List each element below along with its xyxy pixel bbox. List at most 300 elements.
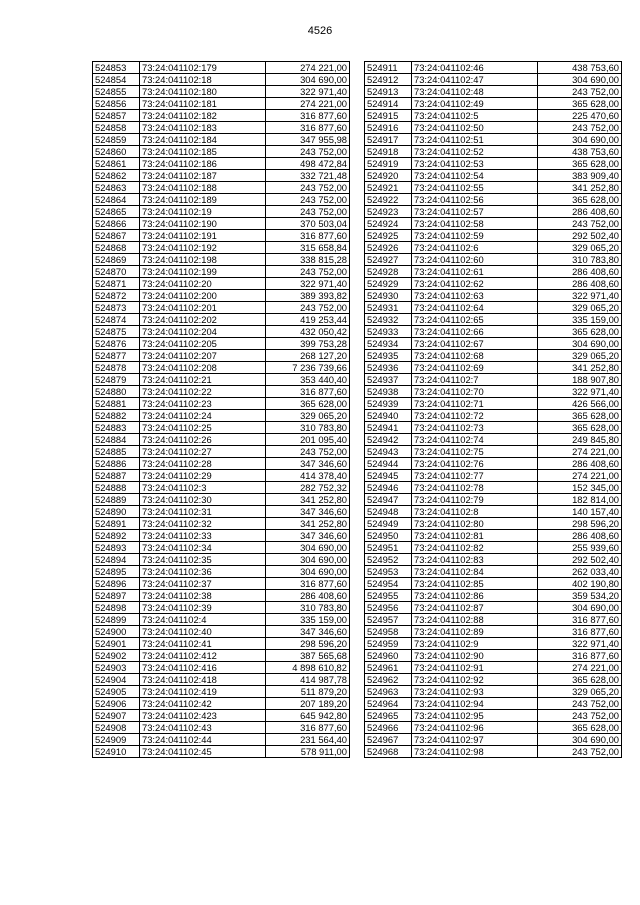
table-row xyxy=(365,290,622,302)
cadastral-number-cell: 73:24:041102:38 xyxy=(140,590,266,602)
cadastral-number-cell: 73:24:041102:27 xyxy=(140,446,266,458)
table-row xyxy=(365,314,622,326)
table-row xyxy=(93,662,350,674)
cadastral-number-cell: 73:24:041102:22 xyxy=(140,386,266,398)
cadastral-number-cell: 73:24:041102:207 xyxy=(140,350,266,362)
value-cell: 341 252,80 xyxy=(538,362,622,374)
value-cell: 243 752,00 xyxy=(266,194,350,206)
value-cell: 310 783,80 xyxy=(538,254,622,266)
cadastral-number-cell: 73:24:041102:185 xyxy=(140,146,266,158)
cadastral-number-cell: 73:24:041102:53 xyxy=(412,158,538,170)
row-number-cell: 524871 xyxy=(93,278,140,290)
value-cell: 286 408,60 xyxy=(538,530,622,542)
value-cell: 322 971,40 xyxy=(538,290,622,302)
row-number-cell: 524957 xyxy=(365,614,412,626)
value-cell: 304 690,00 xyxy=(538,602,622,614)
value-cell: 304 690,00 xyxy=(266,566,350,578)
row-number-cell: 524942 xyxy=(365,434,412,446)
table-row xyxy=(93,338,350,350)
row-number-cell: 524952 xyxy=(365,554,412,566)
table-row xyxy=(93,62,350,74)
right-table xyxy=(364,61,622,758)
table-row xyxy=(365,650,622,662)
value-cell: 438 753,60 xyxy=(538,146,622,158)
value-cell: 286 408,60 xyxy=(538,278,622,290)
cadastral-number-cell: 73:24:041102:64 xyxy=(412,302,538,314)
value-cell: 201 095,40 xyxy=(266,434,350,446)
cadastral-number-cell: 73:24:041102:54 xyxy=(412,170,538,182)
table-row xyxy=(365,698,622,710)
value-cell: 268 127,20 xyxy=(266,350,350,362)
cadastral-number-cell: 73:24:041102:62 xyxy=(412,278,538,290)
value-cell: 304 690,00 xyxy=(538,74,622,86)
table-row xyxy=(365,134,622,146)
row-number-cell: 524856 xyxy=(93,98,140,110)
value-cell: 262 033,40 xyxy=(538,566,622,578)
cadastral-number-cell: 73:24:041102:37 xyxy=(140,578,266,590)
row-number-cell: 524965 xyxy=(365,710,412,722)
value-cell: 341 252,80 xyxy=(266,494,350,506)
cadastral-number-cell: 73:24:041102:93 xyxy=(412,686,538,698)
value-cell: 347 346,60 xyxy=(266,506,350,518)
row-number-cell: 524876 xyxy=(93,338,140,350)
row-number-cell: 524860 xyxy=(93,146,140,158)
cadastral-number-cell: 73:24:041102:423 xyxy=(140,710,266,722)
value-cell: 282 752,32 xyxy=(266,482,350,494)
row-number-cell: 524902 xyxy=(93,650,140,662)
value-cell: 341 252,80 xyxy=(266,518,350,530)
value-cell: 152 345,00 xyxy=(538,482,622,494)
cadastral-number-cell: 73:24:041102:48 xyxy=(412,86,538,98)
row-number-cell: 524924 xyxy=(365,218,412,230)
table-row xyxy=(93,518,350,530)
value-cell: 243 752,00 xyxy=(538,86,622,98)
row-number-cell: 524913 xyxy=(365,86,412,98)
table-row xyxy=(365,206,622,218)
value-cell: 359 534,20 xyxy=(538,590,622,602)
table-row xyxy=(365,734,622,746)
table-row xyxy=(93,230,350,242)
row-number-cell: 524873 xyxy=(93,302,140,314)
cadastral-number-cell: 73:24:041102:51 xyxy=(412,134,538,146)
table-row xyxy=(93,542,350,554)
value-cell: 316 877,60 xyxy=(266,386,350,398)
row-number-cell: 524967 xyxy=(365,734,412,746)
value-cell: 243 752,00 xyxy=(266,182,350,194)
table-row xyxy=(93,206,350,218)
value-cell: 292 502,40 xyxy=(538,230,622,242)
cadastral-number-cell: 73:24:041102:3 xyxy=(140,482,266,494)
row-number-cell: 524963 xyxy=(365,686,412,698)
value-cell: 255 939,60 xyxy=(538,542,622,554)
row-number-cell: 524877 xyxy=(93,350,140,362)
value-cell: 7 236 739,66 xyxy=(266,362,350,374)
value-cell: 188 907,80 xyxy=(538,374,622,386)
row-number-cell: 524914 xyxy=(365,98,412,110)
value-cell: 347 346,60 xyxy=(266,626,350,638)
value-cell: 304 690,00 xyxy=(266,554,350,566)
cadastral-number-cell: 73:24:041102:184 xyxy=(140,134,266,146)
cadastral-number-cell: 73:24:041102:204 xyxy=(140,326,266,338)
table-row xyxy=(93,722,350,734)
cadastral-number-cell: 73:24:041102:180 xyxy=(140,86,266,98)
value-cell: 249 845,80 xyxy=(538,434,622,446)
cadastral-number-cell: 73:24:041102:70 xyxy=(412,386,538,398)
cadastral-number-cell: 73:24:041102:183 xyxy=(140,122,266,134)
row-number-cell: 524855 xyxy=(93,86,140,98)
row-number-cell: 524964 xyxy=(365,698,412,710)
row-number-cell: 524853 xyxy=(93,62,140,74)
cadastral-number-cell: 73:24:041102:59 xyxy=(412,230,538,242)
cadastral-number-cell: 73:24:041102:202 xyxy=(140,314,266,326)
value-cell: 347 346,60 xyxy=(266,458,350,470)
table-row xyxy=(365,122,622,134)
table-row xyxy=(93,422,350,434)
value-cell: 498 472,84 xyxy=(266,158,350,170)
value-cell: 310 783,80 xyxy=(266,422,350,434)
value-cell: 274 221,00 xyxy=(266,98,350,110)
value-cell: 414 987,78 xyxy=(266,674,350,686)
row-number-cell: 524883 xyxy=(93,422,140,434)
cadastral-number-cell: 73:24:041102:189 xyxy=(140,194,266,206)
table-row xyxy=(365,626,622,638)
row-number-cell: 524885 xyxy=(93,446,140,458)
table-row xyxy=(93,734,350,746)
row-number-cell: 524857 xyxy=(93,110,140,122)
row-number-cell: 524925 xyxy=(365,230,412,242)
row-number-cell: 524887 xyxy=(93,470,140,482)
row-number-cell: 524934 xyxy=(365,338,412,350)
cadastral-number-cell: 73:24:041102:84 xyxy=(412,566,538,578)
row-number-cell: 524906 xyxy=(93,698,140,710)
cadastral-number-cell: 73:24:041102:96 xyxy=(412,722,538,734)
cadastral-number-cell: 73:24:041102:47 xyxy=(412,74,538,86)
cadastral-number-cell: 73:24:041102:35 xyxy=(140,554,266,566)
row-number-cell: 524900 xyxy=(93,626,140,638)
value-cell: 298 596,20 xyxy=(266,638,350,650)
cadastral-number-cell: 73:24:041102:208 xyxy=(140,362,266,374)
table-row xyxy=(365,350,622,362)
row-number-cell: 524892 xyxy=(93,530,140,542)
value-cell: 316 877,60 xyxy=(266,122,350,134)
table-row xyxy=(365,182,622,194)
row-number-cell: 524930 xyxy=(365,290,412,302)
value-cell: 316 877,60 xyxy=(266,578,350,590)
cadastral-number-cell: 73:24:041102:201 xyxy=(140,302,266,314)
value-cell: 365 628,00 xyxy=(266,398,350,410)
table-row xyxy=(365,86,622,98)
row-number-cell: 524870 xyxy=(93,266,140,278)
cadastral-number-cell: 73:24:041102:82 xyxy=(412,542,538,554)
value-cell: 578 911,00 xyxy=(266,746,350,758)
cadastral-number-cell: 73:24:041102:79 xyxy=(412,494,538,506)
value-cell: 322 971,40 xyxy=(266,86,350,98)
value-cell: 399 753,28 xyxy=(266,338,350,350)
cadastral-number-cell: 73:24:041102:6 xyxy=(412,242,538,254)
cadastral-number-cell: 73:24:041102:83 xyxy=(412,554,538,566)
table-row xyxy=(93,686,350,698)
value-cell: 322 971,40 xyxy=(538,386,622,398)
cadastral-number-cell: 73:24:041102:50 xyxy=(412,122,538,134)
cadastral-number-cell: 73:24:041102:188 xyxy=(140,182,266,194)
value-cell: 298 596,20 xyxy=(538,518,622,530)
value-cell: 316 877,60 xyxy=(538,626,622,638)
page-number: 4526 xyxy=(307,25,333,37)
row-number-cell: 524916 xyxy=(365,122,412,134)
table-row xyxy=(365,338,622,350)
value-cell: 645 942,80 xyxy=(266,710,350,722)
value-cell: 322 971,40 xyxy=(266,278,350,290)
cadastral-number-cell: 73:24:041102:34 xyxy=(140,542,266,554)
table-row xyxy=(93,182,350,194)
table-row xyxy=(365,518,622,530)
table-row xyxy=(93,434,350,446)
table-row xyxy=(365,362,622,374)
row-number-cell: 524890 xyxy=(93,506,140,518)
value-cell: 310 783,80 xyxy=(266,602,350,614)
value-cell: 274 221,00 xyxy=(538,662,622,674)
table-row xyxy=(93,410,350,422)
cadastral-number-cell: 73:24:041102:7 xyxy=(412,374,538,386)
row-number-cell: 524909 xyxy=(93,734,140,746)
cadastral-number-cell: 73:24:041102:97 xyxy=(412,734,538,746)
cadastral-number-cell: 73:24:041102:33 xyxy=(140,530,266,542)
cadastral-number-cell: 73:24:041102:42 xyxy=(140,698,266,710)
value-cell: 140 157,40 xyxy=(538,506,622,518)
row-number-cell: 524961 xyxy=(365,662,412,674)
cadastral-number-cell: 73:24:041102:92 xyxy=(412,674,538,686)
table-row xyxy=(93,326,350,338)
value-cell: 383 909,40 xyxy=(538,170,622,182)
row-number-cell: 524868 xyxy=(93,242,140,254)
table-row xyxy=(93,134,350,146)
row-number-cell: 524917 xyxy=(365,134,412,146)
row-number-cell: 524915 xyxy=(365,110,412,122)
cadastral-number-cell: 73:24:041102:18 xyxy=(140,74,266,86)
table-row xyxy=(365,254,622,266)
row-number-cell: 524903 xyxy=(93,662,140,674)
value-cell: 370 503,04 xyxy=(266,218,350,230)
value-cell: 329 065,20 xyxy=(538,350,622,362)
value-cell: 243 752,00 xyxy=(538,698,622,710)
value-cell: 438 753,60 xyxy=(538,62,622,74)
table-row xyxy=(365,494,622,506)
cadastral-number-cell: 73:24:041102:91 xyxy=(412,662,538,674)
row-number-cell: 524932 xyxy=(365,314,412,326)
row-number-cell: 524922 xyxy=(365,194,412,206)
value-cell: 286 408,60 xyxy=(538,206,622,218)
row-number-cell: 524966 xyxy=(365,722,412,734)
value-cell: 402 190,80 xyxy=(538,578,622,590)
table-row xyxy=(93,122,350,134)
cadastral-number-cell: 73:24:041102:20 xyxy=(140,278,266,290)
row-number-cell: 524945 xyxy=(365,470,412,482)
row-number-cell: 524888 xyxy=(93,482,140,494)
cadastral-number-cell: 73:24:041102:25 xyxy=(140,422,266,434)
row-number-cell: 524958 xyxy=(365,626,412,638)
table-row xyxy=(93,254,350,266)
value-cell: 207 189,20 xyxy=(266,698,350,710)
row-number-cell: 524905 xyxy=(93,686,140,698)
value-cell: 316 877,60 xyxy=(266,110,350,122)
table-row xyxy=(365,578,622,590)
row-number-cell: 524898 xyxy=(93,602,140,614)
row-number-cell: 524921 xyxy=(365,182,412,194)
row-number-cell: 524954 xyxy=(365,578,412,590)
value-cell: 365 628,00 xyxy=(538,410,622,422)
row-number-cell: 524889 xyxy=(93,494,140,506)
row-number-cell: 524891 xyxy=(93,518,140,530)
value-cell: 316 877,60 xyxy=(266,722,350,734)
table-row xyxy=(365,638,622,650)
table-row xyxy=(93,614,350,626)
row-number-cell: 524911 xyxy=(365,62,412,74)
row-number-cell: 524872 xyxy=(93,290,140,302)
cadastral-number-cell: 73:24:041102:39 xyxy=(140,602,266,614)
table-row xyxy=(365,566,622,578)
cadastral-number-cell: 73:24:041102:46 xyxy=(412,62,538,74)
table-row xyxy=(365,230,622,242)
cadastral-number-cell: 73:24:041102:66 xyxy=(412,326,538,338)
value-cell: 243 752,00 xyxy=(538,710,622,722)
cadastral-number-cell: 73:24:041102:5 xyxy=(412,110,538,122)
cadastral-number-cell: 73:24:041102:45 xyxy=(140,746,266,758)
value-cell: 426 566,00 xyxy=(538,398,622,410)
table-row xyxy=(365,530,622,542)
table-row xyxy=(365,446,622,458)
row-number-cell: 524862 xyxy=(93,170,140,182)
row-number-cell: 524908 xyxy=(93,722,140,734)
table-row xyxy=(365,422,622,434)
value-cell: 432 050,42 xyxy=(266,326,350,338)
table-row xyxy=(93,578,350,590)
cadastral-number-cell: 73:24:041102:55 xyxy=(412,182,538,194)
table-row xyxy=(93,170,350,182)
row-number-cell: 524960 xyxy=(365,650,412,662)
row-number-cell: 524953 xyxy=(365,566,412,578)
cadastral-number-cell: 73:24:041102:85 xyxy=(412,578,538,590)
table-row xyxy=(93,194,350,206)
row-number-cell: 524927 xyxy=(365,254,412,266)
row-number-cell: 524895 xyxy=(93,566,140,578)
cadastral-number-cell: 73:24:041102:187 xyxy=(140,170,266,182)
cadastral-number-cell: 73:24:041102:74 xyxy=(412,434,538,446)
cadastral-number-cell: 73:24:041102:190 xyxy=(140,218,266,230)
table-row xyxy=(93,458,350,470)
table-row xyxy=(93,266,350,278)
table-row xyxy=(365,110,622,122)
table-row xyxy=(365,386,622,398)
row-number-cell: 524897 xyxy=(93,590,140,602)
row-number-cell: 524939 xyxy=(365,398,412,410)
cadastral-number-cell: 73:24:041102:26 xyxy=(140,434,266,446)
cadastral-number-cell: 73:24:041102:198 xyxy=(140,254,266,266)
table-row xyxy=(93,626,350,638)
row-number-cell: 524863 xyxy=(93,182,140,194)
row-number-cell: 524941 xyxy=(365,422,412,434)
table-row xyxy=(365,434,622,446)
cadastral-number-cell: 73:24:041102:95 xyxy=(412,710,538,722)
cadastral-number-cell: 73:24:041102:76 xyxy=(412,458,538,470)
table-row xyxy=(365,614,622,626)
cadastral-number-cell: 73:24:041102:412 xyxy=(140,650,266,662)
row-number-cell: 524956 xyxy=(365,602,412,614)
table-row xyxy=(93,494,350,506)
row-number-cell: 524894 xyxy=(93,554,140,566)
value-cell: 243 752,00 xyxy=(538,122,622,134)
cadastral-number-cell: 73:24:041102:418 xyxy=(140,674,266,686)
cadastral-number-cell: 73:24:041102:98 xyxy=(412,746,538,758)
table-row xyxy=(365,746,622,758)
table-row xyxy=(365,590,622,602)
row-number-cell: 524881 xyxy=(93,398,140,410)
value-cell: 389 393,82 xyxy=(266,290,350,302)
value-cell: 4 898 610,82 xyxy=(266,662,350,674)
table-row xyxy=(365,302,622,314)
row-number-cell: 524949 xyxy=(365,518,412,530)
table-row xyxy=(93,470,350,482)
cadastral-number-cell: 73:24:041102:43 xyxy=(140,722,266,734)
table-row xyxy=(93,350,350,362)
row-number-cell: 524910 xyxy=(93,746,140,758)
value-cell: 387 565,68 xyxy=(266,650,350,662)
row-number-cell: 524854 xyxy=(93,74,140,86)
value-cell: 274 221,00 xyxy=(266,62,350,74)
value-cell: 286 408,60 xyxy=(538,458,622,470)
cadastral-number-cell: 73:24:041102:89 xyxy=(412,626,538,638)
row-number-cell: 524950 xyxy=(365,530,412,542)
value-cell: 335 159,00 xyxy=(538,314,622,326)
cadastral-number-cell: 73:24:041102:181 xyxy=(140,98,266,110)
table-row xyxy=(93,242,350,254)
value-cell: 304 690,00 xyxy=(538,134,622,146)
table-row xyxy=(365,62,622,74)
table-row xyxy=(365,542,622,554)
cadastral-number-cell: 73:24:041102:23 xyxy=(140,398,266,410)
value-cell: 304 690,00 xyxy=(538,734,622,746)
value-cell: 316 877,60 xyxy=(266,230,350,242)
cadastral-number-cell: 73:24:041102:57 xyxy=(412,206,538,218)
value-cell: 365 628,00 xyxy=(538,98,622,110)
value-cell: 414 378,40 xyxy=(266,470,350,482)
value-cell: 332 721,48 xyxy=(266,170,350,182)
table-row xyxy=(93,110,350,122)
table-row xyxy=(93,482,350,494)
cadastral-number-cell: 73:24:041102:77 xyxy=(412,470,538,482)
row-number-cell: 524944 xyxy=(365,458,412,470)
cadastral-number-cell: 73:24:041102:179 xyxy=(140,62,266,74)
cadastral-number-cell: 73:24:041102:200 xyxy=(140,290,266,302)
cadastral-number-cell: 73:24:041102:78 xyxy=(412,482,538,494)
table-row xyxy=(365,374,622,386)
table-row xyxy=(93,314,350,326)
row-number-cell: 524899 xyxy=(93,614,140,626)
row-number-cell: 524866 xyxy=(93,218,140,230)
value-cell: 365 628,00 xyxy=(538,722,622,734)
cadastral-number-cell: 73:24:041102:36 xyxy=(140,566,266,578)
table-row xyxy=(365,218,622,230)
cadastral-number-cell: 73:24:041102:9 xyxy=(412,638,538,650)
table-row xyxy=(93,590,350,602)
row-number-cell: 524919 xyxy=(365,158,412,170)
row-number-cell: 524859 xyxy=(93,134,140,146)
row-number-cell: 524948 xyxy=(365,506,412,518)
cadastral-number-cell: 73:24:041102:28 xyxy=(140,458,266,470)
cadastral-number-cell: 73:24:041102:8 xyxy=(412,506,538,518)
value-cell: 341 252,80 xyxy=(538,182,622,194)
table-row xyxy=(365,398,622,410)
cadastral-number-cell: 73:24:041102:199 xyxy=(140,266,266,278)
